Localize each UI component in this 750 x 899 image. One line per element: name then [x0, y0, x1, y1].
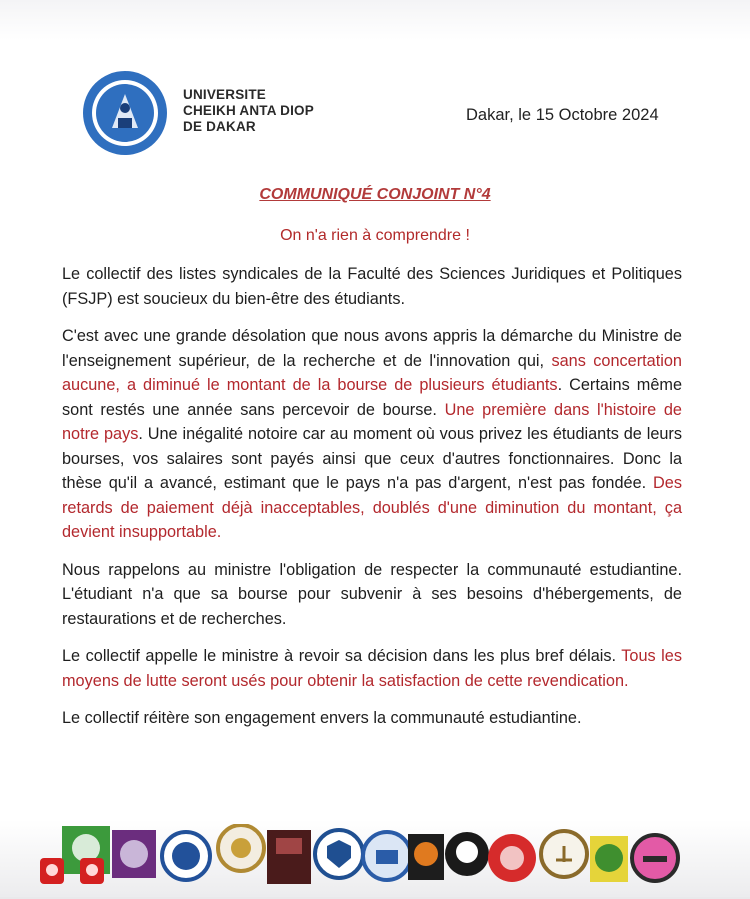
communique-title: COMMUNIQUÉ CONJOINT N°4 — [259, 186, 491, 203]
date-line: Dakar, le 15 Octobre 2024 — [466, 106, 659, 124]
red-logo — [488, 834, 536, 882]
blue-building-logo — [363, 832, 411, 880]
communique-subtitle: On n'a rien à comprendre ! — [280, 227, 470, 244]
highlighted-text: Tous les moyens de lutte seront usés pour obtenir la satisfaction de cette revendication. — [62, 647, 682, 690]
highlighted-text: Des retards de paiement déjà inacceptables, doublés d'une diminution du montant, ça devient insupportable. — [62, 474, 682, 541]
body-paragraph — [62, 644, 682, 693]
blue-shield-logo — [315, 830, 363, 878]
letterhead — [0, 0, 750, 250]
paragraph-text: Nous rappelons au ministre l'obligation de respecter la communauté estudiantine. L'étudiant n'a que sa bourse pour subvenir à ses besoins d'hébergements, de restaurations et de recherches. — [62, 560, 682, 628]
highlighted-text: sans concertation aucune, a diminué le montant de la bourse de plusieurs étudiants — [62, 351, 682, 394]
orange-logo — [408, 834, 444, 880]
paragraph-text: C'est avec une grande désolation que nous avons appris la démarche du Ministre de l'enseignement supérieur, de la recherche et de l'innovation qui, — [62, 327, 682, 370]
paragraph-text: . Une inégalité notoire car au moment où vous privez les étudiants de leurs bourses, vos salaires sont payés ainsi que ceux d'autres fonctionnaires. Donc la thèse qu'il a avancé, estimant que le pays n'a pas d'argent, n'est pas fondée. — [62, 425, 682, 492]
paragraph-text: Le collectif appelle le ministre à revoir sa décision dans les plus bref délais. — [62, 647, 622, 665]
black-white-logo — [445, 832, 489, 876]
body-paragraph — [62, 262, 682, 311]
body-paragraph — [62, 558, 682, 632]
body-paragraph — [62, 706, 682, 731]
university-name-line: UNIVERSITE — [183, 87, 267, 102]
siren-icon — [40, 858, 64, 884]
communique-body — [62, 262, 682, 744]
body-paragraph — [62, 324, 682, 545]
university-name-line: CHEIKH ANTA DIOP — [183, 103, 314, 118]
union-logos-strip — [36, 824, 736, 894]
university-name — [183, 87, 314, 135]
paragraph-text: Le collectif réitère son engagement envers la communauté estudiantine. — [62, 709, 582, 727]
purple-list-logo — [112, 830, 156, 878]
university-seal-logo — [82, 70, 168, 156]
blue-g-logo — [162, 832, 210, 880]
pink-logo — [632, 835, 678, 881]
paragraph-text: Le collectif des listes syndicales de la Faculté des Sciences Juridiques et Politiques (FSJP) est soucieux du bien-être des étudiants. — [62, 265, 682, 308]
green-yellow-logo — [590, 836, 628, 882]
paragraph-text: . Certains même sont restés une année sans percevoir de bourse. — [62, 376, 682, 419]
gold-seal-logo — [218, 825, 264, 871]
scales-logo — [541, 831, 587, 877]
siren-icon — [80, 858, 104, 884]
highlighted-text: Une première dans l'histoire de notre pays — [62, 400, 682, 443]
university-name-line: DE DAKAR — [183, 119, 256, 134]
fsjp-logo — [267, 830, 311, 884]
